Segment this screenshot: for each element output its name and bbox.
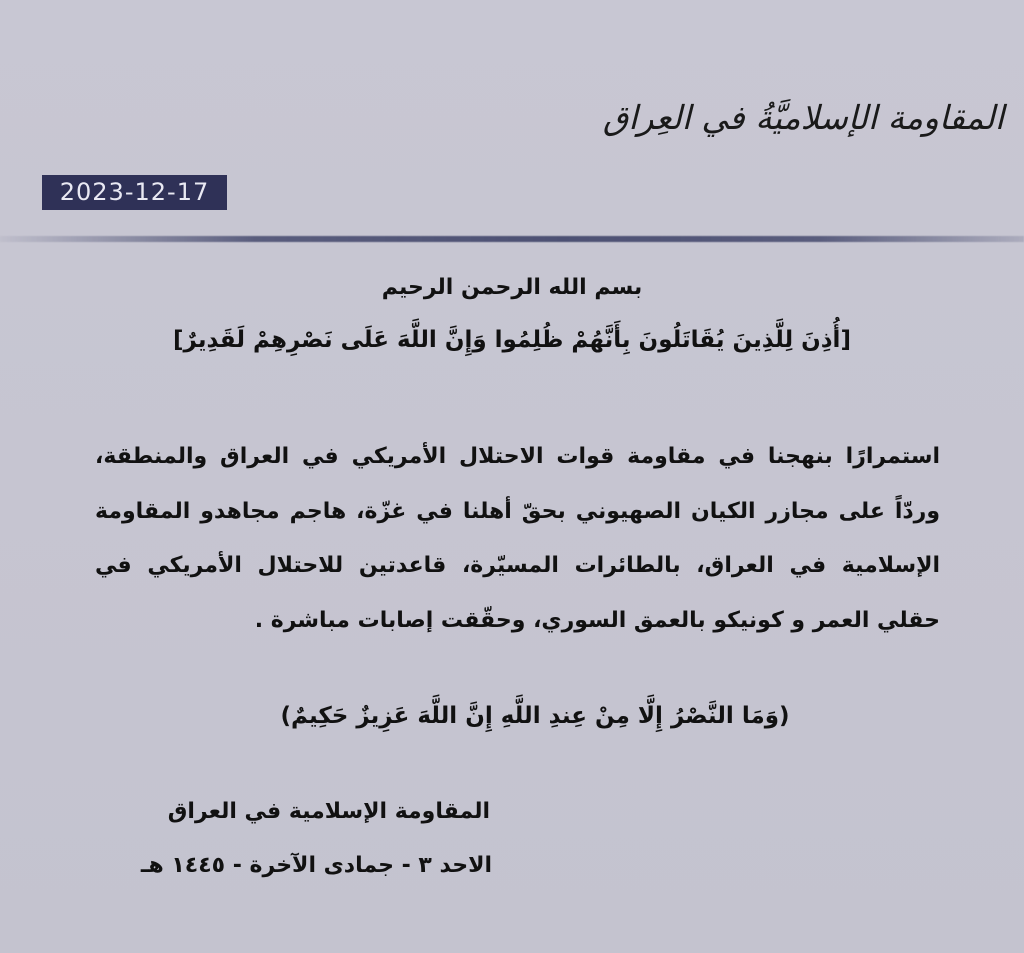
opening-verse: [أُذِنَ لِلَّذِينَ يُقَاتَلُونَ بِأَنَّهُمْ ظُلِمُوا وَإِنَّ اللَّهَ عَلَى نَصْرِهِمْ لَقَدِيرٌ]: [173, 327, 851, 353]
date-badge: 2023-12-17: [42, 175, 227, 210]
statement-body: استمرارًا بنهجنا في مقاومة قوات الاحتلال الأمريكي في العراق والمنطقة، وردّاً على مجازر الكيان الصهيوني بحقّ أهلنا في غزّة، هاجم مجاهدو المقاومة الإسلامية في العراق، بالطائرات المسيّرة، قاعدتين للاحتلال الأمريكي في حقلي العمر و كونيكو بالعمق السوري، وحقّقت إصابات مباشرة .: [95, 444, 940, 633]
basmala: بسم الله الرحمن الرحيم: [381, 275, 643, 300]
signature: المقاومة الإسلامية في العراق: [167, 799, 490, 824]
organization-logo: المقاومة الإسلاميَّةُ في العِراق: [602, 98, 1004, 137]
hijri-date: الاحد ٣ - جمادى الآخرة - ١٤٤٥ هـ: [140, 853, 492, 878]
closing-verse: (وَمَا النَّصْرُ إِلَّا مِنْ عِندِ اللَّهِ إِنَّ اللَّهَ عَزِيزٌ حَكِيمٌ): [280, 703, 790, 729]
header-divider: [0, 236, 1024, 242]
